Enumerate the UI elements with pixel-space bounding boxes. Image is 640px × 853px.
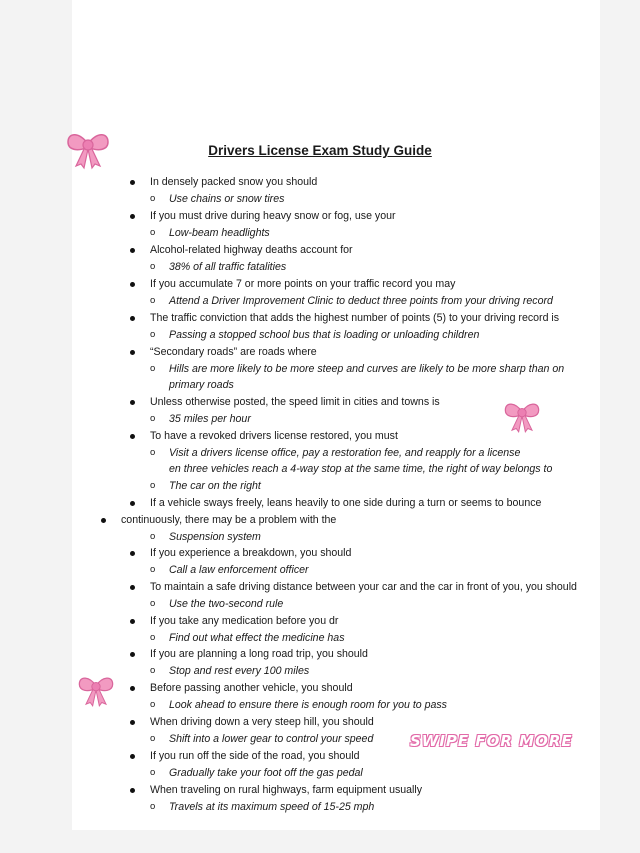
question-11: If you experience a breakdown, you should bbox=[150, 545, 351, 562]
question-10-continued: continuously, there may be a problem with the bbox=[121, 512, 336, 529]
question-13: If you take any medication before you dr bbox=[150, 613, 338, 630]
question-17: If you run off the side of the road, you should bbox=[150, 748, 359, 765]
question-5: The traffic conviction that adds the highest number of points (5) to your driving record is bbox=[150, 310, 559, 327]
answer-15: o Look ahead to ensure there is enough room for you to pass bbox=[169, 697, 447, 714]
answer-5: o Passing a stopped school bus that is loading or unloading children bbox=[169, 327, 479, 344]
pink-bow-icon bbox=[64, 128, 112, 170]
question-18: When traveling on rural highways, farm equipment usually bbox=[150, 782, 422, 799]
question-4: If you accumulate 7 or more points on your traffic record you may bbox=[150, 276, 455, 293]
answer-18: o Travels at its maximum speed of 15-25 mph bbox=[169, 799, 374, 816]
answer-10: o Suspension system bbox=[169, 529, 261, 546]
question-2: If you must drive during heavy snow or fog, use your bbox=[150, 208, 396, 225]
answer-11: o Call a law enforcement officer bbox=[169, 562, 309, 579]
answer-6-continued: primary roads bbox=[169, 379, 234, 391]
answer-7: o 35 miles per hour bbox=[169, 411, 251, 428]
page-title: Drivers License Exam Study Guide bbox=[208, 143, 432, 158]
answer-4: o Attend a Driver Improvement Clinic to deduct three points from your driving record bbox=[169, 293, 553, 310]
answer-17: o Gradually take your foot off the gas pedal bbox=[169, 765, 363, 782]
swipe-for-more-label: SWIPE FOR MORE bbox=[410, 732, 573, 750]
answer-9: o The car on the right bbox=[169, 478, 261, 495]
answer-8: o Visit a drivers license office, pay a restoration fee, and reapply for a license bbox=[169, 445, 520, 462]
answer-6: o Hills are more likely to be more steep and curves are likely to be more sharp than on bbox=[169, 361, 564, 378]
question-1: In densely packed snow you should bbox=[150, 174, 317, 191]
answer-13: o Find out what effect the medicine has bbox=[169, 630, 345, 647]
question-3: Alcohol-related highway deaths account for bbox=[150, 242, 353, 259]
answer-3: o 38% of all traffic fatalities bbox=[169, 259, 286, 276]
question-14: If you are planning a long road trip, you should bbox=[150, 646, 368, 663]
question-7: Unless otherwise posted, the speed limit in cities and towns is bbox=[150, 394, 440, 411]
question-15: Before passing another vehicle, you should bbox=[150, 680, 353, 697]
answer-2: o Low-beam headlights bbox=[169, 225, 270, 242]
answer-16: o Shift into a lower gear to control your speed bbox=[169, 731, 373, 748]
question-12: To maintain a safe driving distance between your car and the car in front of you, you should bbox=[150, 579, 577, 596]
question-9: en three vehicles reach a 4-way stop at the same time, the right of way belongs to bbox=[169, 463, 553, 475]
answer-14: o Stop and rest every 100 miles bbox=[169, 663, 309, 680]
pink-bow-icon bbox=[502, 398, 542, 434]
question-10: If a vehicle sways freely, leans heavily to one side during a turn or seems to bounce bbox=[150, 495, 541, 512]
question-6: “Secondary roads” are roads where bbox=[150, 344, 317, 361]
question-16: When driving down a very steep hill, you should bbox=[150, 714, 374, 731]
answer-12: o Use the two-second rule bbox=[169, 596, 283, 613]
pink-bow-icon bbox=[76, 672, 116, 708]
question-8: To have a revoked drivers license restored, you must bbox=[150, 428, 398, 445]
answer-1: o Use chains or snow tires bbox=[169, 191, 284, 208]
